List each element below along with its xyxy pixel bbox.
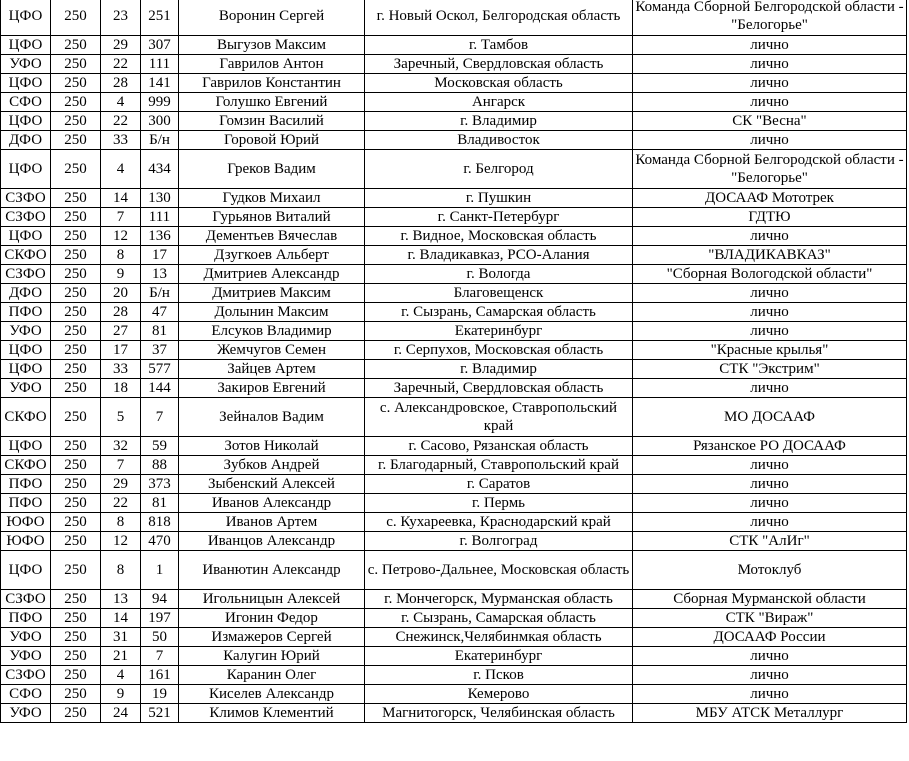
team-cell[interactable]: "ВЛАДИКАВКАЗ" xyxy=(633,246,907,265)
class-cell[interactable]: 250 xyxy=(51,303,101,322)
age-cell[interactable]: 12 xyxy=(101,227,141,246)
city-cell[interactable]: Кемерово xyxy=(365,685,633,704)
district-cell[interactable]: ПФО xyxy=(1,609,51,628)
table-row xyxy=(1,265,907,284)
number-cell[interactable]: 251 xyxy=(141,0,179,36)
city-cell[interactable]: с. Петрово-Дальнее, Московская область xyxy=(365,551,633,590)
district-cell[interactable]: УФО xyxy=(1,379,51,398)
district-cell[interactable]: СКФО xyxy=(1,456,51,475)
name-cell[interactable]: Дзугкоев Альберт xyxy=(179,246,365,265)
name-cell[interactable]: Иванцов Александр xyxy=(179,532,365,551)
age-cell[interactable]: 8 xyxy=(101,513,141,532)
district-cell[interactable]: СЗФО xyxy=(1,189,51,208)
class-cell[interactable]: 250 xyxy=(51,36,101,55)
city-cell[interactable]: Заречный, Свердловская область xyxy=(365,55,633,74)
table-row xyxy=(1,341,907,360)
team-cell[interactable]: лично xyxy=(633,36,907,55)
age-cell[interactable]: 22 xyxy=(101,494,141,513)
name-cell[interactable]: Зейналов Вадим xyxy=(179,398,365,437)
city-cell[interactable]: г. Владимир xyxy=(365,112,633,131)
class-cell[interactable]: 250 xyxy=(51,112,101,131)
district-cell[interactable]: СЗФО xyxy=(1,265,51,284)
name-cell[interactable]: Дементьев Вячеслав xyxy=(179,227,365,246)
table-row xyxy=(1,647,907,666)
city-cell[interactable]: г. Владикавказ, РСО-Алания xyxy=(365,246,633,265)
table-row xyxy=(1,437,907,456)
table-row xyxy=(1,551,907,590)
number-cell[interactable]: 81 xyxy=(141,494,179,513)
name-cell[interactable]: Долынин Максим xyxy=(179,303,365,322)
district-cell[interactable]: СФО xyxy=(1,93,51,112)
city-cell[interactable]: Магнитогорск, Челябинская область xyxy=(365,704,633,723)
age-cell[interactable]: 12 xyxy=(101,532,141,551)
district-cell[interactable]: ЦФО xyxy=(1,74,51,93)
district-cell[interactable]: ЦФО xyxy=(1,227,51,246)
age-cell[interactable]: 9 xyxy=(101,685,141,704)
age-cell[interactable]: 14 xyxy=(101,609,141,628)
team-cell[interactable]: лично xyxy=(633,93,907,112)
name-cell[interactable]: Гурьянов Виталий xyxy=(179,208,365,227)
city-cell[interactable]: г. Вологда xyxy=(365,265,633,284)
number-cell[interactable]: 197 xyxy=(141,609,179,628)
table-row xyxy=(1,284,907,303)
class-cell[interactable]: 250 xyxy=(51,685,101,704)
city-cell[interactable]: Ангарск xyxy=(365,93,633,112)
class-cell[interactable]: 250 xyxy=(51,513,101,532)
city-cell[interactable]: г. Волгоград xyxy=(365,532,633,551)
age-cell[interactable]: 21 xyxy=(101,647,141,666)
district-cell[interactable]: ЦФО xyxy=(1,150,51,189)
class-cell[interactable]: 250 xyxy=(51,494,101,513)
name-cell[interactable]: Дмитриев Александр xyxy=(179,265,365,284)
number-cell[interactable]: Б/н xyxy=(141,131,179,150)
team-cell[interactable]: СТК "Экстрим" xyxy=(633,360,907,379)
number-cell[interactable]: 1 xyxy=(141,551,179,590)
team-cell[interactable]: лично xyxy=(633,685,907,704)
class-cell[interactable]: 250 xyxy=(51,284,101,303)
age-cell[interactable]: 31 xyxy=(101,628,141,647)
city-cell[interactable]: г. Видное, Московская область xyxy=(365,227,633,246)
number-cell[interactable]: 88 xyxy=(141,456,179,475)
name-cell[interactable]: Каранин Олег xyxy=(179,666,365,685)
class-cell[interactable]: 250 xyxy=(51,475,101,494)
name-cell[interactable]: Воронин Сергей xyxy=(179,0,365,36)
district-cell[interactable]: ДФО xyxy=(1,131,51,150)
class-cell[interactable]: 250 xyxy=(51,532,101,551)
class-cell[interactable]: 250 xyxy=(51,341,101,360)
number-cell[interactable]: 17 xyxy=(141,246,179,265)
age-cell[interactable]: 33 xyxy=(101,360,141,379)
district-cell[interactable]: СФО xyxy=(1,685,51,704)
number-cell[interactable]: 161 xyxy=(141,666,179,685)
age-cell[interactable]: 23 xyxy=(101,0,141,36)
class-cell[interactable]: 250 xyxy=(51,150,101,189)
age-cell[interactable]: 29 xyxy=(101,36,141,55)
city-cell[interactable]: г. Благодарный, Ставропольский край xyxy=(365,456,633,475)
city-cell[interactable]: Екатеринбург xyxy=(365,647,633,666)
district-cell[interactable]: УФО xyxy=(1,647,51,666)
table-row xyxy=(1,303,907,322)
team-cell[interactable]: лично xyxy=(633,131,907,150)
number-cell[interactable]: 111 xyxy=(141,55,179,74)
age-cell[interactable]: 27 xyxy=(101,322,141,341)
class-cell[interactable]: 250 xyxy=(51,208,101,227)
class-cell[interactable]: 250 xyxy=(51,398,101,437)
team-cell[interactable]: ГДТЮ xyxy=(633,208,907,227)
team-cell[interactable]: лично xyxy=(633,666,907,685)
table-row xyxy=(1,208,907,227)
name-cell[interactable]: Греков Вадим xyxy=(179,150,365,189)
table-row xyxy=(1,379,907,398)
name-cell[interactable]: Игонин Федор xyxy=(179,609,365,628)
team-cell[interactable]: СТК "Вираж" xyxy=(633,609,907,628)
district-cell[interactable]: УФО xyxy=(1,55,51,74)
class-cell[interactable]: 250 xyxy=(51,551,101,590)
number-cell[interactable]: 19 xyxy=(141,685,179,704)
table-row xyxy=(1,0,907,36)
age-cell[interactable]: 20 xyxy=(101,284,141,303)
class-cell[interactable]: 250 xyxy=(51,322,101,341)
table-row xyxy=(1,398,907,437)
team-cell[interactable]: "Красные крылья" xyxy=(633,341,907,360)
age-cell[interactable]: 33 xyxy=(101,131,141,150)
city-cell[interactable]: г. Новый Оскол, Белгородская область xyxy=(365,0,633,36)
age-cell[interactable]: 13 xyxy=(101,590,141,609)
team-cell[interactable]: МО ДОСААФ xyxy=(633,398,907,437)
district-cell[interactable]: ПФО xyxy=(1,475,51,494)
district-cell[interactable]: ЦФО xyxy=(1,341,51,360)
number-cell[interactable]: 307 xyxy=(141,36,179,55)
age-cell[interactable]: 18 xyxy=(101,379,141,398)
district-cell[interactable]: СЗФО xyxy=(1,208,51,227)
age-cell[interactable]: 22 xyxy=(101,55,141,74)
name-cell[interactable]: Зыбенский Алексей xyxy=(179,475,365,494)
class-cell[interactable]: 250 xyxy=(51,360,101,379)
table-row xyxy=(1,475,907,494)
class-cell[interactable]: 250 xyxy=(51,265,101,284)
district-cell[interactable]: ПФО xyxy=(1,303,51,322)
team-cell[interactable]: лично xyxy=(633,284,907,303)
number-cell[interactable]: 373 xyxy=(141,475,179,494)
team-cell[interactable]: лично xyxy=(633,647,907,666)
number-cell[interactable]: 94 xyxy=(141,590,179,609)
name-cell[interactable]: Гудков Михаил xyxy=(179,189,365,208)
number-cell[interactable]: 521 xyxy=(141,704,179,723)
name-cell[interactable]: Голушко Евгений xyxy=(179,93,365,112)
name-cell[interactable]: Иванютин Александр xyxy=(179,551,365,590)
city-cell[interactable]: г. Сасово, Рязанская область xyxy=(365,437,633,456)
city-cell[interactable]: Снежинск,Челябинмкая область xyxy=(365,628,633,647)
team-cell[interactable]: Команда Сборной Белгородской области - "Белогорье" xyxy=(633,0,907,36)
team-cell[interactable]: Сборная Мурманской области xyxy=(633,590,907,609)
name-cell[interactable]: Дмитриев Максим xyxy=(179,284,365,303)
class-cell[interactable]: 250 xyxy=(51,55,101,74)
age-cell[interactable]: 7 xyxy=(101,208,141,227)
city-cell[interactable]: г. Белгород xyxy=(365,150,633,189)
class-cell[interactable]: 250 xyxy=(51,0,101,36)
age-cell[interactable]: 4 xyxy=(101,93,141,112)
district-cell[interactable]: ЦФО xyxy=(1,0,51,36)
team-cell[interactable]: лично xyxy=(633,55,907,74)
table-row xyxy=(1,609,907,628)
number-cell[interactable]: 50 xyxy=(141,628,179,647)
table-row xyxy=(1,55,907,74)
class-cell[interactable]: 250 xyxy=(51,437,101,456)
district-cell[interactable]: СКФО xyxy=(1,398,51,437)
name-cell[interactable]: Закиров Евгений xyxy=(179,379,365,398)
number-cell[interactable]: 141 xyxy=(141,74,179,93)
district-cell[interactable]: УФО xyxy=(1,704,51,723)
name-cell[interactable]: Иванов Артем xyxy=(179,513,365,532)
number-cell[interactable]: 37 xyxy=(141,341,179,360)
city-cell[interactable]: Екатеринбург xyxy=(365,322,633,341)
name-cell[interactable]: Гомзин Василий xyxy=(179,112,365,131)
table-row xyxy=(1,36,907,55)
number-cell[interactable]: 111 xyxy=(141,208,179,227)
district-cell[interactable]: ПФО xyxy=(1,494,51,513)
district-cell[interactable]: СКФО xyxy=(1,246,51,265)
number-cell[interactable]: Б/н xyxy=(141,284,179,303)
team-cell[interactable]: МБУ АТСК Металлург xyxy=(633,704,907,723)
table-body xyxy=(1,0,907,723)
age-cell[interactable]: 28 xyxy=(101,303,141,322)
city-cell[interactable]: Владивосток xyxy=(365,131,633,150)
table-row xyxy=(1,322,907,341)
team-cell[interactable]: лично xyxy=(633,475,907,494)
table-row xyxy=(1,666,907,685)
city-cell[interactable]: г. Пермь xyxy=(365,494,633,513)
table-row xyxy=(1,628,907,647)
table-row xyxy=(1,112,907,131)
name-cell[interactable]: Зотов Николай xyxy=(179,437,365,456)
city-cell[interactable]: г. Владимир xyxy=(365,360,633,379)
city-cell[interactable]: г. Сызрань, Самарская область xyxy=(365,303,633,322)
table-row xyxy=(1,189,907,208)
age-cell[interactable]: 4 xyxy=(101,150,141,189)
age-cell[interactable]: 24 xyxy=(101,704,141,723)
name-cell[interactable]: Киселев Александр xyxy=(179,685,365,704)
number-cell[interactable]: 999 xyxy=(141,93,179,112)
name-cell[interactable]: Жемчугов Семен xyxy=(179,341,365,360)
district-cell[interactable]: СЗФО xyxy=(1,590,51,609)
district-cell[interactable]: УФО xyxy=(1,628,51,647)
age-cell[interactable]: 17 xyxy=(101,341,141,360)
name-cell[interactable]: Калугин Юрий xyxy=(179,647,365,666)
table-row xyxy=(1,74,907,93)
city-cell[interactable]: Благовещенск xyxy=(365,284,633,303)
age-cell[interactable]: 7 xyxy=(101,456,141,475)
class-cell[interactable]: 250 xyxy=(51,647,101,666)
number-cell[interactable]: 7 xyxy=(141,398,179,437)
class-cell[interactable]: 250 xyxy=(51,704,101,723)
table-row xyxy=(1,227,907,246)
class-cell[interactable]: 250 xyxy=(51,666,101,685)
team-cell[interactable]: Команда Сборной Белгородской области - "Белогорье" xyxy=(633,150,907,189)
table-row xyxy=(1,93,907,112)
table-row xyxy=(1,590,907,609)
name-cell[interactable]: Зайцев Артем xyxy=(179,360,365,379)
team-cell[interactable]: Рязанское РО ДОСААФ xyxy=(633,437,907,456)
team-cell[interactable]: лично xyxy=(633,322,907,341)
city-cell[interactable]: Московская область xyxy=(365,74,633,93)
city-cell[interactable]: г. Мончегорск, Мурманская область xyxy=(365,590,633,609)
team-cell[interactable]: лично xyxy=(633,227,907,246)
team-cell[interactable]: лично xyxy=(633,456,907,475)
name-cell[interactable]: Гаврилов Антон xyxy=(179,55,365,74)
city-cell[interactable]: г. Санкт-Петербург xyxy=(365,208,633,227)
class-cell[interactable]: 250 xyxy=(51,93,101,112)
city-cell[interactable]: с. Кухареевка, Краснодарский край xyxy=(365,513,633,532)
age-cell[interactable]: 9 xyxy=(101,265,141,284)
class-cell[interactable]: 250 xyxy=(51,590,101,609)
city-cell[interactable]: г. Серпухов, Московская область xyxy=(365,341,633,360)
table-row xyxy=(1,246,907,265)
team-cell[interactable]: лично xyxy=(633,379,907,398)
city-cell[interactable]: г. Пушкин xyxy=(365,189,633,208)
class-cell[interactable]: 250 xyxy=(51,456,101,475)
class-cell[interactable]: 250 xyxy=(51,609,101,628)
city-cell[interactable]: с. Александровское, Ставропольский край xyxy=(365,398,633,437)
district-cell[interactable]: ЦФО xyxy=(1,36,51,55)
name-cell[interactable]: Климов Клементий xyxy=(179,704,365,723)
district-cell[interactable]: ЮФО xyxy=(1,513,51,532)
name-cell[interactable]: Горовой Юрий xyxy=(179,131,365,150)
class-cell[interactable]: 250 xyxy=(51,379,101,398)
age-cell[interactable]: 28 xyxy=(101,74,141,93)
team-cell[interactable]: "Сборная Вологодской области" xyxy=(633,265,907,284)
district-cell[interactable]: ЮФО xyxy=(1,532,51,551)
team-cell[interactable]: СК "Весна" xyxy=(633,112,907,131)
name-cell[interactable]: Выгузов Максим xyxy=(179,36,365,55)
number-cell[interactable]: 577 xyxy=(141,360,179,379)
number-cell[interactable]: 300 xyxy=(141,112,179,131)
name-cell[interactable]: Зубков Андрей xyxy=(179,456,365,475)
age-cell[interactable]: 14 xyxy=(101,189,141,208)
age-cell[interactable]: 29 xyxy=(101,475,141,494)
district-cell[interactable]: СЗФО xyxy=(1,666,51,685)
name-cell[interactable]: Игольницын Алексей xyxy=(179,590,365,609)
team-cell[interactable]: ДОСААФ России xyxy=(633,628,907,647)
team-cell[interactable]: лично xyxy=(633,74,907,93)
age-cell[interactable]: 8 xyxy=(101,551,141,590)
table-row xyxy=(1,532,907,551)
city-cell[interactable]: г. Псков xyxy=(365,666,633,685)
table-row xyxy=(1,456,907,475)
district-cell[interactable]: ЦФО xyxy=(1,112,51,131)
district-cell[interactable]: ЦФО xyxy=(1,551,51,590)
team-cell[interactable]: ДОСААФ Мототрек xyxy=(633,189,907,208)
age-cell[interactable]: 8 xyxy=(101,246,141,265)
name-cell[interactable]: Гаврилов Константин xyxy=(179,74,365,93)
team-cell[interactable]: лично xyxy=(633,494,907,513)
district-cell[interactable]: ЦФО xyxy=(1,360,51,379)
class-cell[interactable]: 250 xyxy=(51,131,101,150)
class-cell[interactable]: 250 xyxy=(51,189,101,208)
age-cell[interactable]: 22 xyxy=(101,112,141,131)
table-row xyxy=(1,150,907,189)
city-cell[interactable]: г. Саратов xyxy=(365,475,633,494)
number-cell[interactable]: 13 xyxy=(141,265,179,284)
table-row xyxy=(1,494,907,513)
table-row xyxy=(1,360,907,379)
district-cell[interactable]: ЦФО xyxy=(1,437,51,456)
age-cell[interactable]: 4 xyxy=(101,666,141,685)
number-cell[interactable]: 59 xyxy=(141,437,179,456)
number-cell[interactable]: 434 xyxy=(141,150,179,189)
team-cell[interactable]: СТК "АлИг" xyxy=(633,532,907,551)
name-cell[interactable]: Елсуков Владимир xyxy=(179,322,365,341)
class-cell[interactable]: 250 xyxy=(51,246,101,265)
number-cell[interactable]: 818 xyxy=(141,513,179,532)
district-cell[interactable]: ДФО xyxy=(1,284,51,303)
number-cell[interactable]: 470 xyxy=(141,532,179,551)
table-row xyxy=(1,131,907,150)
name-cell[interactable]: Измажеров Сергей xyxy=(179,628,365,647)
number-cell[interactable]: 81 xyxy=(141,322,179,341)
class-cell[interactable]: 250 xyxy=(51,74,101,93)
number-cell[interactable]: 7 xyxy=(141,647,179,666)
number-cell[interactable]: 130 xyxy=(141,189,179,208)
table-row xyxy=(1,704,907,723)
age-cell[interactable]: 5 xyxy=(101,398,141,437)
city-cell[interactable]: г. Тамбов xyxy=(365,36,633,55)
number-cell[interactable]: 144 xyxy=(141,379,179,398)
city-cell[interactable]: Заречный, Свердловская область xyxy=(365,379,633,398)
team-cell[interactable]: лично xyxy=(633,303,907,322)
team-cell[interactable]: лично xyxy=(633,513,907,532)
table-row xyxy=(1,685,907,704)
city-cell[interactable]: г. Сызрань, Самарская область xyxy=(365,609,633,628)
class-cell[interactable]: 250 xyxy=(51,227,101,246)
number-cell[interactable]: 136 xyxy=(141,227,179,246)
number-cell[interactable]: 47 xyxy=(141,303,179,322)
class-cell[interactable]: 250 xyxy=(51,628,101,647)
team-cell[interactable]: Мотоклуб xyxy=(633,551,907,590)
table-row xyxy=(1,513,907,532)
district-cell[interactable]: УФО xyxy=(1,322,51,341)
age-cell[interactable]: 32 xyxy=(101,437,141,456)
name-cell[interactable]: Иванов Александр xyxy=(179,494,365,513)
